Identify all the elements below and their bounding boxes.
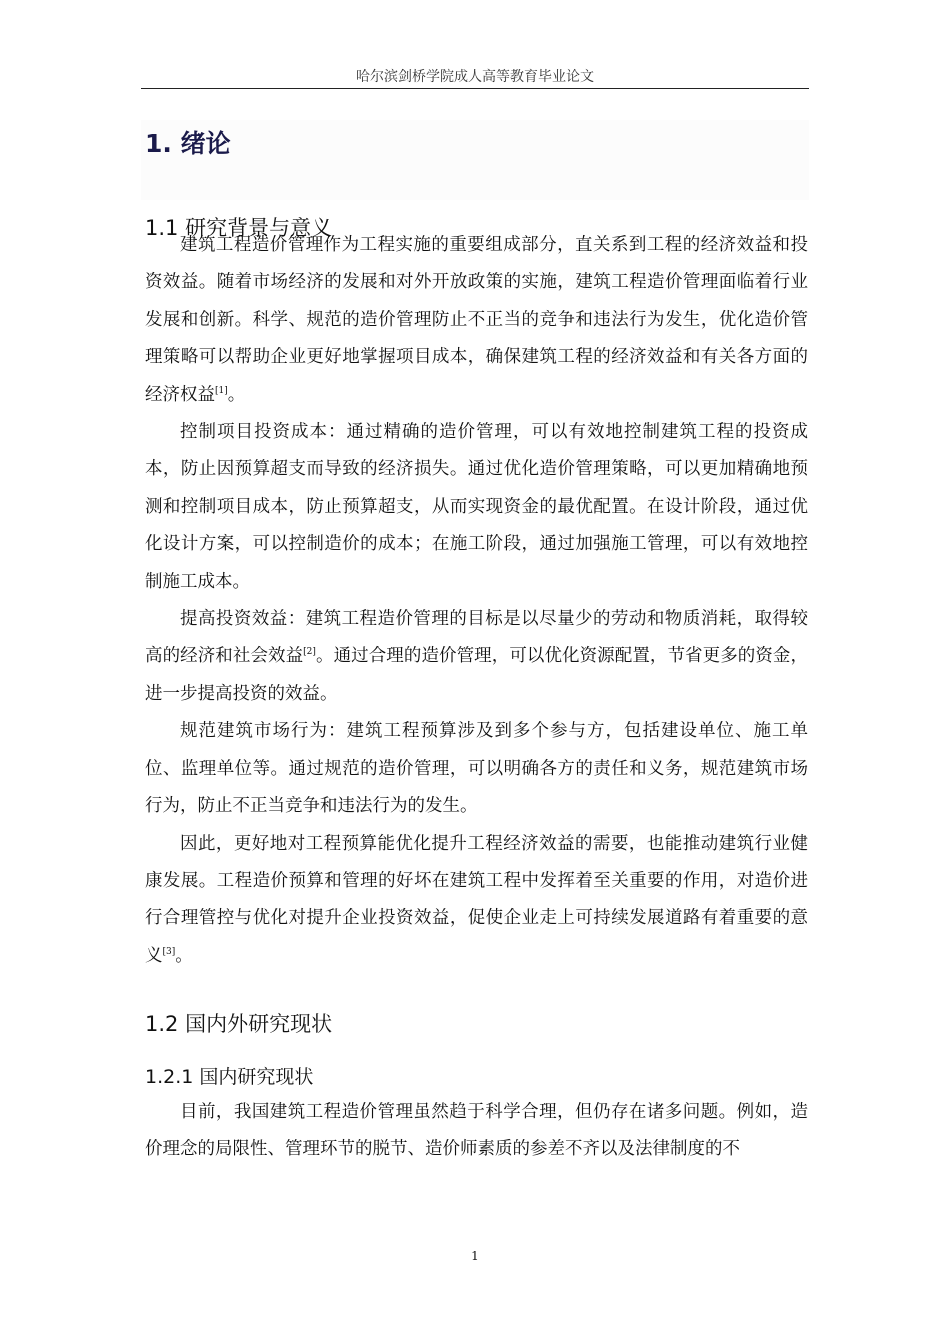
chapter-heading-background [141, 120, 809, 200]
page-number: 1 [471, 1249, 479, 1263]
paragraph [145, 601, 808, 713]
section-heading-1-1: 1.1 研究背景与意义 [145, 216, 333, 240]
paragraph-tail: 。 [175, 945, 193, 966]
citation-ref: [3] [162, 946, 176, 957]
page-header: 哈尔滨剑桥学院成人高等教育毕业论文 [356, 69, 594, 85]
paragraph [145, 826, 808, 976]
paragraph-text: 因此，更好地对工程预算能优化提升工程经济效益的需要，也能推动建筑行业健康发展。工程造价预算和管理的好坏在建筑工程中发挥着至关重要的作用，对造价进行合理管控与优化对提升企业投资效益，促使企业走上可持续发展道路有着重要的意义 [145, 833, 808, 966]
paragraph [145, 414, 808, 601]
paragraph [145, 1094, 808, 1169]
paragraph-tail: 。通过合理的造价管理，可以优化资源配置，节省更多的资金，进一步提高投资的效益。 [145, 646, 809, 704]
header-divider [141, 88, 809, 89]
paragraph-text: 提高投资效益：建筑工程造价管理的目标是以尽量少的劳动和物质消耗，取得较高的经济和社会效益 [145, 609, 808, 667]
paragraph [145, 227, 808, 414]
section-heading-1-2-1: 1.2.1 国内研究现状 [145, 1066, 314, 1088]
paragraph-tail: 。 [227, 384, 246, 405]
section-1-2-1-body [145, 1094, 808, 1169]
paragraph-text: 目前，我国建筑工程造价管理虽然趋于科学合理，但仍存在诸多问题。例如，造价理念的局限性、管理环节的脱节、造价师素质的参差不齐以及法律制度的不 [145, 1102, 808, 1160]
citation-ref: [2] [303, 647, 316, 658]
paragraph-text: 控制项目投资成本：通过精确的造价管理，可以有效地控制建筑工程的投资成本，防止因预算超支而导致的经济损失。通过优化造价管理策略，可以更加精确地预测和控制项目成本，防止预算超支，从而实现资金的最优配置。在设计阶段，通过优化设计方案，可以控制造价的成本；在施工阶段，通过加强施工管理，可以有效地控制施工成本。 [145, 422, 808, 592]
chapter-heading: 1. 绪论 [145, 129, 231, 158]
section-heading-1-2: 1.2 国内外研究现状 [145, 1012, 333, 1036]
paragraph-text: 建筑工程造价管理作为工程实施的重要组成部分，直关系到工程的经济效益和投资效益。随着市场经济的发展和对外开放政策的实施，建筑工程造价管理面临着行业发展和创新。科学、规范的造价管理防止不正当的竞争和违法行为发生，优化造价管理策略可以帮助企业更好地掌握项目成本，确保建筑工程的经济效益和有关各方面的经济权益 [145, 235, 808, 405]
paragraph-text: 规范建筑市场行为：建筑工程预算涉及到多个参与方，包括建设单位、施工单位、监理单位等。通过规范的造价管理，可以明确各方的责任和义务，规范建筑市场行为，防止不正当竞争和违法行为的发生。 [145, 721, 808, 817]
paragraph [145, 713, 808, 825]
section-1-1-body [145, 227, 808, 975]
citation-ref: [1] [215, 385, 228, 396]
